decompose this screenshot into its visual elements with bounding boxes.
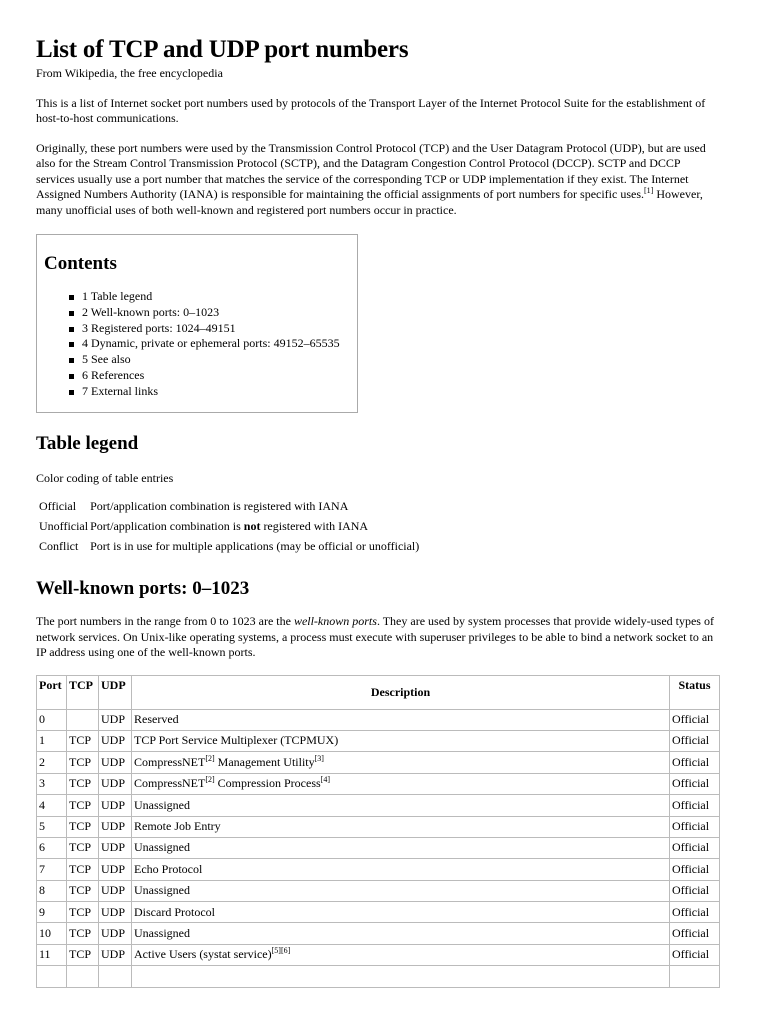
description-text[interactable]: Remote Job Entry bbox=[134, 818, 221, 833]
udp-cell: UDP bbox=[99, 880, 132, 901]
port-cell: 0 bbox=[37, 709, 67, 730]
toc-item[interactable]: 6 References bbox=[82, 368, 357, 384]
origin-text: Originally, these port numbers were used by the Transmission Control Protocol (TCP) and the User Datagram Protocol (UDP), but are used also for the Stream Control Transmission Protocol (SCTP), and the Datagram Congestion Control Protocol (DCCP). SCTP and DCCP services usually use a port number that matches the service of the corresponding TCP or UDP implementation if they exist. The Internet Assigned Numbers Authority (IANA) is responsible for maintaining the official assignments of port numbers for specific uses. bbox=[36, 140, 706, 201]
toc-list bbox=[44, 289, 357, 400]
port-cell: 2 bbox=[37, 752, 67, 773]
description-cell bbox=[132, 880, 670, 901]
tcp-header[interactable]: TCP bbox=[67, 675, 99, 709]
legend-key: Official bbox=[39, 499, 77, 514]
description-cell bbox=[132, 752, 670, 773]
ports-header-row bbox=[37, 675, 720, 709]
table-row bbox=[37, 902, 720, 923]
empty-cell bbox=[132, 966, 670, 987]
port-header[interactable]: Port bbox=[37, 675, 67, 709]
description-cell bbox=[132, 730, 670, 751]
description-cell bbox=[132, 773, 670, 794]
tcp-cell: TCP bbox=[67, 795, 99, 816]
table-row bbox=[37, 730, 720, 751]
tcp-cell: TCP bbox=[67, 944, 99, 965]
legend-row bbox=[38, 538, 420, 558]
description-text[interactable]: Echo Protocol bbox=[134, 861, 203, 876]
port-cell: 6 bbox=[37, 837, 67, 858]
legend-description bbox=[89, 498, 420, 518]
status-cell: Official bbox=[670, 795, 720, 816]
toc-item[interactable]: 3 Registered ports: 1024–49151 bbox=[82, 321, 357, 337]
reference-link[interactable]: [5][6] bbox=[271, 946, 291, 956]
status-cell: Official bbox=[670, 880, 720, 901]
description-header[interactable]: Description bbox=[132, 675, 670, 709]
legend-text: Port/application combination is bbox=[90, 519, 244, 534]
legend-description bbox=[89, 538, 420, 558]
reference-link[interactable]: [1] bbox=[644, 186, 654, 195]
toc-item[interactable]: 4 Dynamic, private or ephemeral ports: 49152–65535 bbox=[82, 336, 357, 352]
table-row bbox=[37, 880, 720, 901]
legend-description bbox=[89, 518, 420, 538]
toc-item[interactable]: 2 Well-known ports: 0–1023 bbox=[82, 305, 357, 321]
toc-item[interactable]: 1 Table legend bbox=[82, 289, 357, 305]
status-cell: Official bbox=[670, 773, 720, 794]
description-text-continued: Management Utility bbox=[214, 754, 315, 769]
description-cell bbox=[132, 923, 670, 944]
table-row-partial bbox=[37, 966, 720, 987]
description-cell bbox=[132, 795, 670, 816]
port-cell: 3 bbox=[37, 773, 67, 794]
table-row bbox=[37, 944, 720, 965]
status-cell: Official bbox=[670, 859, 720, 880]
tcp-cell: TCP bbox=[67, 752, 99, 773]
reference-link[interactable]: [2] bbox=[205, 753, 215, 763]
toc-item[interactable]: 7 External links bbox=[82, 384, 357, 400]
wellknown-heading: Well-known ports: 0–1023 bbox=[36, 578, 250, 600]
udp-cell: UDP bbox=[99, 795, 132, 816]
tcp-cell: TCP bbox=[67, 773, 99, 794]
description-cell bbox=[132, 859, 670, 880]
tcp-cell: TCP bbox=[67, 859, 99, 880]
description-text[interactable]: Active Users (systat service) bbox=[134, 947, 272, 962]
page-title: List of TCP and UDP port numbers bbox=[36, 36, 409, 63]
description-text[interactable]: CompressNET bbox=[134, 776, 206, 791]
reference-link[interactable]: [3] bbox=[314, 753, 324, 763]
description-text: Unassigned bbox=[134, 840, 190, 855]
description-cell bbox=[132, 837, 670, 858]
legend-intro: Color coding of table entries bbox=[36, 470, 174, 485]
legend-text: Port is in use for multiple applications (may be official or unofficial) bbox=[90, 539, 420, 554]
table-row bbox=[37, 752, 720, 773]
legend-table bbox=[38, 498, 420, 558]
tcp-cell bbox=[67, 709, 99, 730]
page-subtitle: From Wikipedia, the free encyclopedia bbox=[36, 66, 223, 80]
status-cell: Official bbox=[670, 752, 720, 773]
tcp-cell: TCP bbox=[67, 923, 99, 944]
article bbox=[36, 36, 720, 988]
port-cell: 4 bbox=[37, 795, 67, 816]
description-cell bbox=[132, 944, 670, 965]
toc-item[interactable]: 5 See also bbox=[82, 352, 357, 368]
udp-cell: UDP bbox=[99, 837, 132, 858]
empty-cell bbox=[37, 966, 67, 987]
udp-header[interactable]: UDP bbox=[99, 675, 132, 709]
description-text-continued: Compression Process bbox=[214, 776, 321, 791]
wellknown-text: The port numbers in the range from 0 to 1023 are the bbox=[36, 614, 294, 629]
status-cell: Official bbox=[670, 944, 720, 965]
legend-key: Unofficial bbox=[39, 519, 89, 534]
description-cell bbox=[132, 709, 670, 730]
description-text: Unassigned bbox=[134, 797, 190, 812]
port-cell: 5 bbox=[37, 816, 67, 837]
port-cell: 8 bbox=[37, 880, 67, 901]
tcp-cell: TCP bbox=[67, 730, 99, 751]
wellknown-text-continued: . They are used by system processes that provide widely-used types of network services. On Unix-like operating systems, a process must execute with superuser privileges to be able to bind a network socket to an IP address using one of the well-known ports. bbox=[36, 614, 714, 660]
description-cell bbox=[132, 816, 670, 837]
port-cell: 10 bbox=[37, 923, 67, 944]
description-text[interactable]: CompressNET bbox=[134, 754, 206, 769]
udp-cell: UDP bbox=[99, 752, 132, 773]
tcp-cell: TCP bbox=[67, 902, 99, 923]
tcp-cell: TCP bbox=[67, 880, 99, 901]
status-cell: Official bbox=[670, 837, 720, 858]
legend-emphasis: not bbox=[243, 519, 261, 534]
empty-cell bbox=[67, 966, 99, 987]
status-cell: Official bbox=[670, 730, 720, 751]
udp-cell: UDP bbox=[99, 773, 132, 794]
udp-cell: UDP bbox=[99, 944, 132, 965]
empty-cell bbox=[670, 966, 720, 987]
empty-cell bbox=[99, 966, 132, 987]
status-cell: Official bbox=[670, 902, 720, 923]
udp-cell: UDP bbox=[99, 730, 132, 751]
table-row bbox=[37, 837, 720, 858]
table-row bbox=[37, 816, 720, 837]
reference-link[interactable]: [2] bbox=[205, 775, 215, 785]
status-cell: Official bbox=[670, 923, 720, 944]
legend-row bbox=[38, 498, 420, 518]
description-text[interactable]: TCP Port Service Multiplexer (TCPMUX) bbox=[134, 733, 339, 748]
port-cell: 7 bbox=[37, 859, 67, 880]
status-header[interactable]: Status bbox=[670, 675, 720, 709]
legend-text: Port/application combination is registered with IANA bbox=[90, 499, 349, 514]
legend-text-continued: registered with IANA bbox=[260, 519, 369, 534]
origin-paragraph bbox=[36, 141, 720, 219]
port-cell: 11 bbox=[37, 944, 67, 965]
intro-paragraph: This is a list of Internet socket port numbers used by protocols of the Transport Layer of the Internet Protocol Suite for the establishment of host-to-host communications. bbox=[36, 95, 706, 125]
reference-link[interactable]: [4] bbox=[320, 775, 330, 785]
wellknown-paragraph bbox=[36, 614, 720, 661]
udp-cell: UDP bbox=[99, 816, 132, 837]
table-row bbox=[37, 709, 720, 730]
legend-row bbox=[38, 518, 420, 538]
origin-text-continued: However, many unofficial uses of both well-known and registered port numbers occur in practice. bbox=[36, 187, 703, 217]
legend-key: Conflict bbox=[39, 539, 79, 554]
udp-cell: UDP bbox=[99, 923, 132, 944]
udp-cell: UDP bbox=[99, 709, 132, 730]
udp-cell: UDP bbox=[99, 859, 132, 880]
table-row bbox=[37, 923, 720, 944]
description-cell bbox=[132, 902, 670, 923]
table-row bbox=[37, 795, 720, 816]
table-row bbox=[37, 773, 720, 794]
port-cell: 9 bbox=[37, 902, 67, 923]
description-text: Unassigned bbox=[134, 883, 190, 898]
tcp-cell: TCP bbox=[67, 837, 99, 858]
table-row bbox=[37, 859, 720, 880]
ports-table bbox=[36, 675, 720, 988]
description-text: Unassigned bbox=[134, 925, 190, 940]
toc-heading: Contents bbox=[44, 253, 117, 274]
table-of-contents bbox=[36, 234, 358, 413]
wellknown-term: well-known ports bbox=[293, 614, 377, 629]
port-cell: 1 bbox=[37, 730, 67, 751]
udp-cell: UDP bbox=[99, 902, 132, 923]
legend-heading: Table legend bbox=[36, 432, 139, 454]
tcp-cell: TCP bbox=[67, 816, 99, 837]
description-text[interactable]: Discard Protocol bbox=[134, 904, 215, 919]
status-cell: Official bbox=[670, 816, 720, 837]
description-text: Reserved bbox=[134, 712, 179, 727]
status-cell: Official bbox=[670, 709, 720, 730]
